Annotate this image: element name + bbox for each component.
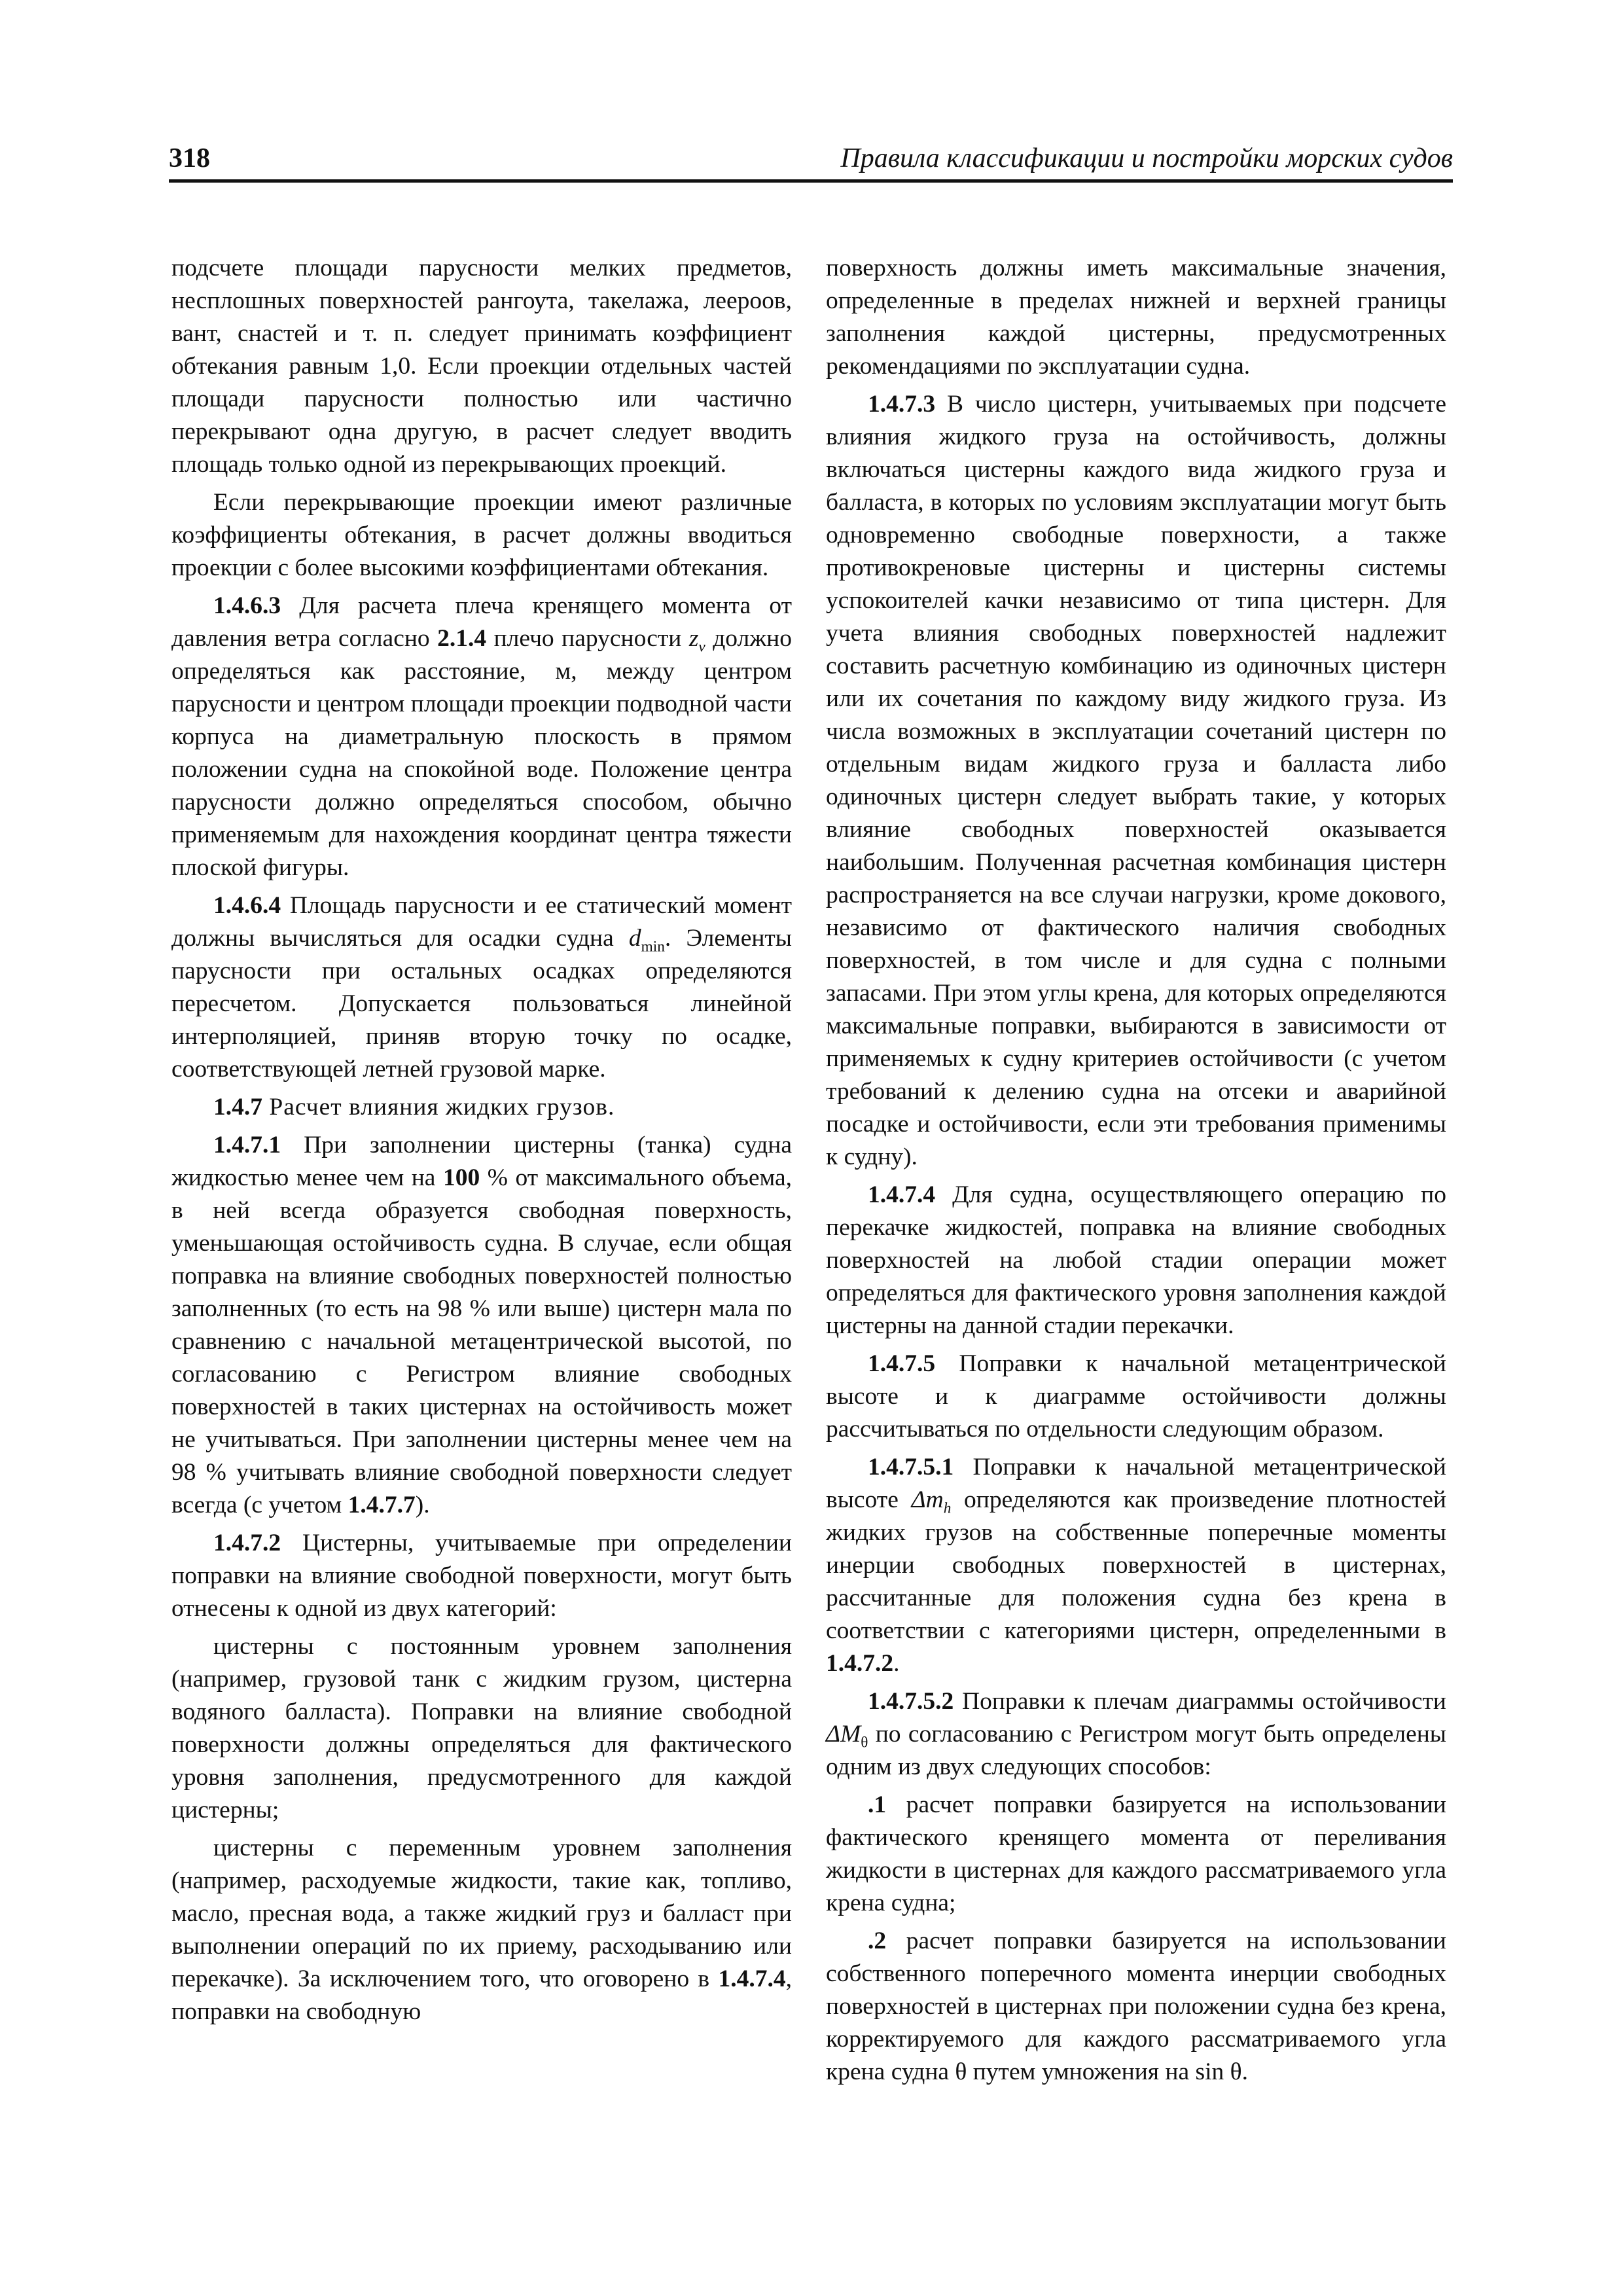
paragraph: Если перекрывающие проекции имеют различные коэффициенты обтекания, в расчет должны вводиться проекции с более высокими коэффициентами обтекания. [171, 489, 792, 581]
section-1-4-7-1: 1.4.7.1 При заполнении цистерны (танка) судна жидкостью менее чем на 100 % от максимального объема, в ней всегда образуется свободная поверхность, уменьшающая остойчивость судна. В случае, если общая поправка на влияние свободных поверхностей полностью заполненных (то есть на 98 % или выше) цистерн мала по сравнению с начальной метацентрической высотой, по согласованию с Регистром влияние свободных поверхностей в таких цистернах на остойчивость может не учитываться. При заполнении цистерны менее чем на 98 % учитывать влияние свободной поверхности следует всегда (с учетом 1.4.7.7). [171, 1132, 792, 1518]
running-title: Правила классификации и постройки морских судов [840, 143, 1453, 173]
section-1-4-7-2: 1.4.7.2 Цистерны, учитываемые при определении поправки на влияние свободной поверхности, могут быть отнесены к одной из двух категорий: [171, 1530, 792, 1622]
paragraph: подсчете площади парусности мелких предметов, несплошных поверхностей рангоута, такелажа, леероов, вант, снастей и т. п. следует принимать коэффициент обтекания равным 1,0. Если проекции отдельных частей площади парусности полностью или частично перекрывают одна другую, в расчет следует вводить площадь только одной из перекрывающих проекций. [171, 255, 792, 478]
left-column [171, 252, 792, 2034]
right-column [826, 252, 1446, 2094]
paragraph: поверхность должны иметь максимальные значения, определенные в пределах нижней и верхней границы заполнения каждой цистерны, предусмотренных рекомендациями по эксплуатации судна. [826, 255, 1446, 380]
section-1-4-7-5-2: 1.4.7.5.2 Поправки к плечам диаграммы остойчивости $\Delta M_\theta$ по согласованию с Регистром могут быть определены одним из двух следующих способов: [826, 1688, 1446, 1780]
paragraph: цистерны с переменным уровнем заполнения (например, расходуемые жидкости, такие как, топливо, масло, пресная вода, а также жидкий груз и балласт при выполнении операций по их приему, расходыванию или перекачке). За исключением того, что оговорено в 1.4.7.4, поправки на свободную [171, 1835, 792, 2025]
section-1-4-7-3: 1.4.7.3 В число цистерн, учитываемых при подсчете влияния жидкого груза на остойчивость, должны включаться цистерны каждого вида жидкого груза и балласта, в которых по условиям эксплуатации могут быть одновременно свободные поверхности, а также противокреновые цистерны и цистерны системы успокоителей качки независимо от типа цистерн. Для учета влияния свободных поверхностей надлежит составить расчетную комбинацию из одиночных цистерн или их сочетания по каждому виду жидкого груза. Из числа возможных в эксплуатации сочетаний цистерн по отдельным видам жидкого груза и балласта либо одиночных цистерн следует выбрать такие, у которых влияние свободных поверхностей оказывается наибольшим. Полученная расчетная комбинация цистерн распространяется на все случаи нагрузки, кроме докового, независимо от фактического наличия свободных поверхностей, в том числе и для судна с полными запасами. При этом углы крена, для которых определяются максимальные поправки, выбираются в зависимости от применяемых к судну критериев остойчивости (с учетом требований к делению судна на отсеки и аварийной посадке и остойчивости, если эти требования применимы к судну). [826, 391, 1446, 1170]
section-1-4-7-5-1: 1.4.7.5.1 Поправки к начальной метацентрической высоте $\Delta m_h$ определяются как произведение плотностей жидких грузов на собственные поперечные моменты инерции свободных поверхностей в цистернах, рассчитанные для положения судна без крена в соответствии с категориями цистерн, определенными в 1.4.7.2. [826, 1454, 1446, 1677]
list-item-1: .1 расчет поправки базируется на использовании фактического кренящего момента от переливания жидкости в цистернах для каждого рассматриваемого угла крена судна; [826, 1791, 1446, 1916]
section-1-4-7-4: 1.4.7.4 Для судна, осуществляющего операцию по перекачке жидкостей, поправка на влияние свободных поверхностей на любой стадии операции может определяться для фактического уровня заполнения каждой цистерны на данной стадии перекачки. [826, 1181, 1446, 1339]
page-number: 318 [169, 143, 210, 173]
section-1-4-7-5: 1.4.7.5 Поправки к начальной метацентрической высоте и к диаграмме остойчивости должны рассчитываться по отдельности следующим образом. [826, 1350, 1446, 1443]
page-header [169, 139, 1453, 183]
section-1-4-6-3: 1.4.6.3 Для расчета плеча кренящего момента от давления ветра согласно 2.1.4 плечо парусности $z_v$ должно определяться как расстояние, м, между центром парусности и центром площади проекции подводной части корпуса на диаметральную плоскость в прямом положении судна на спокойной воде. Положение центра парусности должно определяться способом, обычно применяемым для нахождения координат центра тяжести плоской фигуры. [171, 592, 792, 881]
list-item-2: .2 расчет поправки базируется на использовании собственного поперечного момента инерции свободных поверхностей в цистернах при положении судна без крена, корректируемого для каждого рассматриваемого угла крена судна θ путем умножения на sin θ. [826, 1928, 1446, 2085]
paragraph: цистерны с постоянным уровнем заполнения (например, грузовой танк с жидким грузом, цистерна водяного балласта). Поправки на влияние свободной поверхности должны определяться для фактического уровня заполнения, предусмотренного для каждой цистерны; [171, 1633, 792, 1823]
section-heading-1-4-7: 1.4.7 Расчет влияния жидких грузов. [213, 1094, 615, 1121]
section-1-4-6-4: 1.4.6.4 Площадь парусности и ее статический момент должны вычисляться для осадки судна $d_{min}$. Элементы парусности при остальных осадках определяются пересчетом. Допускается пользоваться линейной интерполяцией, приняв вторую точку по осадке, соответствующей летней грузовой марке. [171, 892, 792, 1083]
